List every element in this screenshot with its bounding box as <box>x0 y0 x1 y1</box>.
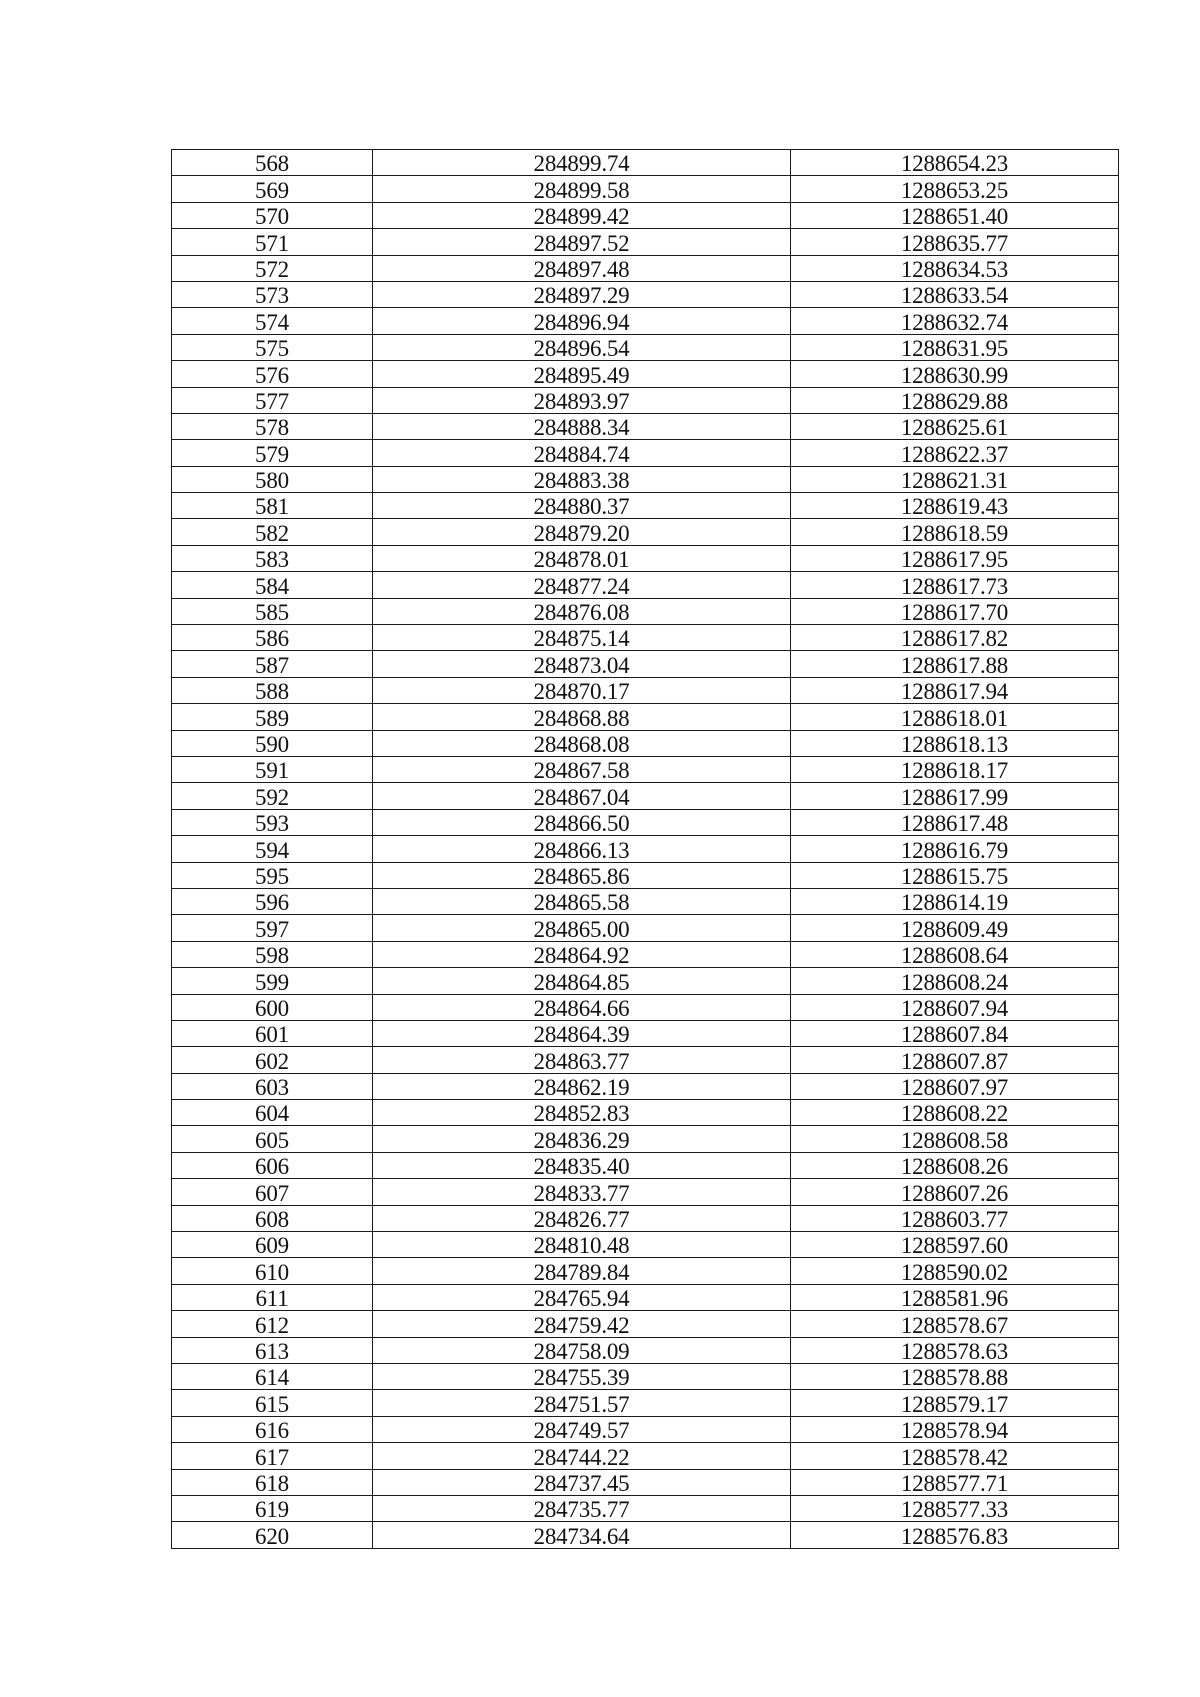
table-row <box>172 862 1119 888</box>
x-coordinate-cell: 284879.20 <box>373 519 791 545</box>
table-row <box>172 1232 1119 1258</box>
x-coordinate-cell: 284744.22 <box>373 1443 791 1469</box>
y-coordinate-cell: 1288653.25 <box>791 176 1119 202</box>
y-coordinate-cell: 1288609.49 <box>791 915 1119 941</box>
y-coordinate-cell: 1288618.17 <box>791 756 1119 782</box>
y-coordinate-cell: 1288617.94 <box>791 677 1119 703</box>
table-row <box>172 994 1119 1020</box>
point-number-cell: 572 <box>172 255 373 281</box>
y-coordinate-cell: 1288651.40 <box>791 202 1119 228</box>
x-coordinate-cell: 284884.74 <box>373 440 791 466</box>
x-coordinate-cell: 284896.94 <box>373 308 791 334</box>
table-row <box>172 625 1119 651</box>
point-number-cell: 619 <box>172 1495 373 1521</box>
y-coordinate-cell: 1288603.77 <box>791 1205 1119 1231</box>
y-coordinate-cell: 1288607.87 <box>791 1047 1119 1073</box>
point-number-cell: 589 <box>172 704 373 730</box>
y-coordinate-cell: 1288617.99 <box>791 783 1119 809</box>
table-row <box>172 1047 1119 1073</box>
x-coordinate-cell: 284865.86 <box>373 862 791 888</box>
y-coordinate-cell: 1288578.88 <box>791 1363 1119 1389</box>
table-row <box>172 704 1119 730</box>
table-row <box>172 1179 1119 1205</box>
point-number-cell: 603 <box>172 1073 373 1099</box>
y-coordinate-cell: 1288607.84 <box>791 1020 1119 1046</box>
y-coordinate-cell: 1288578.67 <box>791 1311 1119 1337</box>
y-coordinate-cell: 1288631.95 <box>791 334 1119 360</box>
y-coordinate-cell: 1288617.70 <box>791 598 1119 624</box>
table-row <box>172 1205 1119 1231</box>
y-coordinate-cell: 1288608.64 <box>791 941 1119 967</box>
point-number-cell: 604 <box>172 1100 373 1126</box>
y-coordinate-cell: 1288608.22 <box>791 1100 1119 1126</box>
point-number-cell: 598 <box>172 941 373 967</box>
point-number-cell: 608 <box>172 1205 373 1231</box>
x-coordinate-cell: 284895.49 <box>373 361 791 387</box>
table-row <box>172 308 1119 334</box>
x-coordinate-cell: 284864.85 <box>373 968 791 994</box>
x-coordinate-cell: 284866.13 <box>373 836 791 862</box>
point-number-cell: 620 <box>172 1522 373 1548</box>
point-number-cell: 570 <box>172 202 373 228</box>
y-coordinate-cell: 1288630.99 <box>791 361 1119 387</box>
table-row <box>172 1416 1119 1442</box>
y-coordinate-cell: 1288579.17 <box>791 1390 1119 1416</box>
x-coordinate-cell: 284899.58 <box>373 176 791 202</box>
point-number-cell: 595 <box>172 862 373 888</box>
point-number-cell: 614 <box>172 1363 373 1389</box>
point-number-cell: 577 <box>172 387 373 413</box>
point-number-cell: 593 <box>172 809 373 835</box>
x-coordinate-cell: 284877.24 <box>373 572 791 598</box>
y-coordinate-cell: 1288578.42 <box>791 1443 1119 1469</box>
table-row <box>172 150 1119 176</box>
x-coordinate-cell: 284863.77 <box>373 1047 791 1073</box>
table-row <box>172 915 1119 941</box>
table-row <box>172 1363 1119 1389</box>
table-row <box>172 202 1119 228</box>
table-row <box>172 1337 1119 1363</box>
point-number-cell: 588 <box>172 677 373 703</box>
point-number-cell: 596 <box>172 888 373 914</box>
x-coordinate-cell: 284833.77 <box>373 1179 791 1205</box>
point-number-cell: 605 <box>172 1126 373 1152</box>
y-coordinate-cell: 1288614.19 <box>791 888 1119 914</box>
point-number-cell: 613 <box>172 1337 373 1363</box>
y-coordinate-cell: 1288617.82 <box>791 625 1119 651</box>
x-coordinate-cell: 284897.48 <box>373 255 791 281</box>
table-row <box>172 572 1119 598</box>
point-number-cell: 584 <box>172 572 373 598</box>
y-coordinate-cell: 1288629.88 <box>791 387 1119 413</box>
table-row <box>172 1020 1119 1046</box>
point-number-cell: 612 <box>172 1311 373 1337</box>
point-number-cell: 587 <box>172 651 373 677</box>
x-coordinate-cell: 284883.38 <box>373 466 791 492</box>
table-row <box>172 519 1119 545</box>
table-row <box>172 783 1119 809</box>
x-coordinate-cell: 284899.42 <box>373 202 791 228</box>
point-number-cell: 590 <box>172 730 373 756</box>
table-row <box>172 466 1119 492</box>
table-row <box>172 281 1119 307</box>
table-row <box>172 651 1119 677</box>
point-number-cell: 600 <box>172 994 373 1020</box>
x-coordinate-cell: 284751.57 <box>373 1390 791 1416</box>
y-coordinate-cell: 1288634.53 <box>791 255 1119 281</box>
point-number-cell: 592 <box>172 783 373 809</box>
point-number-cell: 573 <box>172 281 373 307</box>
table-row <box>172 1152 1119 1178</box>
point-number-cell: 581 <box>172 493 373 519</box>
point-number-cell: 574 <box>172 308 373 334</box>
x-coordinate-cell: 284864.39 <box>373 1020 791 1046</box>
y-coordinate-cell: 1288581.96 <box>791 1284 1119 1310</box>
x-coordinate-cell: 284880.37 <box>373 493 791 519</box>
point-number-cell: 569 <box>172 176 373 202</box>
y-coordinate-cell: 1288590.02 <box>791 1258 1119 1284</box>
point-number-cell: 578 <box>172 413 373 439</box>
x-coordinate-cell: 284893.97 <box>373 387 791 413</box>
x-coordinate-cell: 284888.34 <box>373 413 791 439</box>
y-coordinate-cell: 1288616.79 <box>791 836 1119 862</box>
y-coordinate-cell: 1288618.13 <box>791 730 1119 756</box>
y-coordinate-cell: 1288577.71 <box>791 1469 1119 1495</box>
table-row <box>172 1469 1119 1495</box>
x-coordinate-cell: 284867.04 <box>373 783 791 809</box>
table-row <box>172 756 1119 782</box>
table-row <box>172 888 1119 914</box>
point-number-cell: 579 <box>172 440 373 466</box>
y-coordinate-cell: 1288576.83 <box>791 1522 1119 1548</box>
y-coordinate-cell: 1288615.75 <box>791 862 1119 888</box>
x-coordinate-cell: 284789.84 <box>373 1258 791 1284</box>
x-coordinate-cell: 284870.17 <box>373 677 791 703</box>
x-coordinate-cell: 284867.58 <box>373 756 791 782</box>
y-coordinate-cell: 1288625.61 <box>791 413 1119 439</box>
y-coordinate-cell: 1288635.77 <box>791 229 1119 255</box>
point-number-cell: 602 <box>172 1047 373 1073</box>
x-coordinate-cell: 284899.74 <box>373 150 791 176</box>
table-row <box>172 545 1119 571</box>
x-coordinate-cell: 284758.09 <box>373 1337 791 1363</box>
table-row <box>172 1258 1119 1284</box>
table-row <box>172 1311 1119 1337</box>
table-row <box>172 413 1119 439</box>
x-coordinate-cell: 284734.64 <box>373 1522 791 1548</box>
x-coordinate-cell: 284759.42 <box>373 1311 791 1337</box>
point-number-cell: 580 <box>172 466 373 492</box>
y-coordinate-cell: 1288578.94 <box>791 1416 1119 1442</box>
x-coordinate-cell: 284873.04 <box>373 651 791 677</box>
y-coordinate-cell: 1288608.24 <box>791 968 1119 994</box>
x-coordinate-cell: 284835.40 <box>373 1152 791 1178</box>
point-number-cell: 594 <box>172 836 373 862</box>
point-number-cell: 585 <box>172 598 373 624</box>
x-coordinate-cell: 284878.01 <box>373 545 791 571</box>
x-coordinate-cell: 284737.45 <box>373 1469 791 1495</box>
point-number-cell: 616 <box>172 1416 373 1442</box>
table-row <box>172 440 1119 466</box>
y-coordinate-cell: 1288619.43 <box>791 493 1119 519</box>
coordinate-table <box>171 149 1119 1549</box>
x-coordinate-cell: 284749.57 <box>373 1416 791 1442</box>
y-coordinate-cell: 1288597.60 <box>791 1232 1119 1258</box>
table-row <box>172 809 1119 835</box>
x-coordinate-cell: 284810.48 <box>373 1232 791 1258</box>
x-coordinate-cell: 284735.77 <box>373 1495 791 1521</box>
table-row <box>172 677 1119 703</box>
point-number-cell: 609 <box>172 1232 373 1258</box>
table-row <box>172 1443 1119 1469</box>
y-coordinate-cell: 1288617.95 <box>791 545 1119 571</box>
point-number-cell: 597 <box>172 915 373 941</box>
point-number-cell: 591 <box>172 756 373 782</box>
table-row <box>172 1390 1119 1416</box>
y-coordinate-cell: 1288621.31 <box>791 466 1119 492</box>
y-coordinate-cell: 1288617.48 <box>791 809 1119 835</box>
x-coordinate-cell: 284865.58 <box>373 888 791 914</box>
point-number-cell: 583 <box>172 545 373 571</box>
point-number-cell: 568 <box>172 150 373 176</box>
point-number-cell: 618 <box>172 1469 373 1495</box>
table-row <box>172 176 1119 202</box>
table-row <box>172 968 1119 994</box>
x-coordinate-cell: 284897.52 <box>373 229 791 255</box>
x-coordinate-cell: 284866.50 <box>373 809 791 835</box>
y-coordinate-cell: 1288618.59 <box>791 519 1119 545</box>
point-number-cell: 615 <box>172 1390 373 1416</box>
point-number-cell: 586 <box>172 625 373 651</box>
point-number-cell: 582 <box>172 519 373 545</box>
table-row <box>172 229 1119 255</box>
table-row <box>172 387 1119 413</box>
table-row <box>172 255 1119 281</box>
y-coordinate-cell: 1288617.73 <box>791 572 1119 598</box>
x-coordinate-cell: 284868.88 <box>373 704 791 730</box>
y-coordinate-cell: 1288622.37 <box>791 440 1119 466</box>
table-row <box>172 1100 1119 1126</box>
x-coordinate-cell: 284868.08 <box>373 730 791 756</box>
table-row <box>172 836 1119 862</box>
y-coordinate-cell: 1288633.54 <box>791 281 1119 307</box>
x-coordinate-cell: 284765.94 <box>373 1284 791 1310</box>
table-row <box>172 1284 1119 1310</box>
x-coordinate-cell: 284897.29 <box>373 281 791 307</box>
x-coordinate-cell: 284896.54 <box>373 334 791 360</box>
table-row <box>172 361 1119 387</box>
x-coordinate-cell: 284862.19 <box>373 1073 791 1099</box>
table-row <box>172 1073 1119 1099</box>
y-coordinate-cell: 1288618.01 <box>791 704 1119 730</box>
x-coordinate-cell: 284755.39 <box>373 1363 791 1389</box>
point-number-cell: 601 <box>172 1020 373 1046</box>
y-coordinate-cell: 1288607.94 <box>791 994 1119 1020</box>
point-number-cell: 607 <box>172 1179 373 1205</box>
point-number-cell: 606 <box>172 1152 373 1178</box>
coordinate-table-body <box>172 150 1119 1549</box>
y-coordinate-cell: 1288608.26 <box>791 1152 1119 1178</box>
table-row <box>172 1126 1119 1152</box>
point-number-cell: 617 <box>172 1443 373 1469</box>
point-number-cell: 571 <box>172 229 373 255</box>
point-number-cell: 576 <box>172 361 373 387</box>
y-coordinate-cell: 1288632.74 <box>791 308 1119 334</box>
table-row <box>172 1495 1119 1521</box>
table-row <box>172 730 1119 756</box>
y-coordinate-cell: 1288577.33 <box>791 1495 1119 1521</box>
point-number-cell: 575 <box>172 334 373 360</box>
table-row <box>172 941 1119 967</box>
x-coordinate-cell: 284865.00 <box>373 915 791 941</box>
point-number-cell: 610 <box>172 1258 373 1284</box>
x-coordinate-cell: 284836.29 <box>373 1126 791 1152</box>
y-coordinate-cell: 1288617.88 <box>791 651 1119 677</box>
table-row <box>172 1522 1119 1548</box>
y-coordinate-cell: 1288607.97 <box>791 1073 1119 1099</box>
point-number-cell: 599 <box>172 968 373 994</box>
point-number-cell: 611 <box>172 1284 373 1310</box>
table-row <box>172 493 1119 519</box>
x-coordinate-cell: 284875.14 <box>373 625 791 651</box>
y-coordinate-cell: 1288654.23 <box>791 150 1119 176</box>
x-coordinate-cell: 284852.83 <box>373 1100 791 1126</box>
table-row <box>172 598 1119 624</box>
table-row <box>172 334 1119 360</box>
x-coordinate-cell: 284864.92 <box>373 941 791 967</box>
x-coordinate-cell: 284864.66 <box>373 994 791 1020</box>
x-coordinate-cell: 284826.77 <box>373 1205 791 1231</box>
y-coordinate-cell: 1288578.63 <box>791 1337 1119 1363</box>
y-coordinate-cell: 1288607.26 <box>791 1179 1119 1205</box>
x-coordinate-cell: 284876.08 <box>373 598 791 624</box>
y-coordinate-cell: 1288608.58 <box>791 1126 1119 1152</box>
